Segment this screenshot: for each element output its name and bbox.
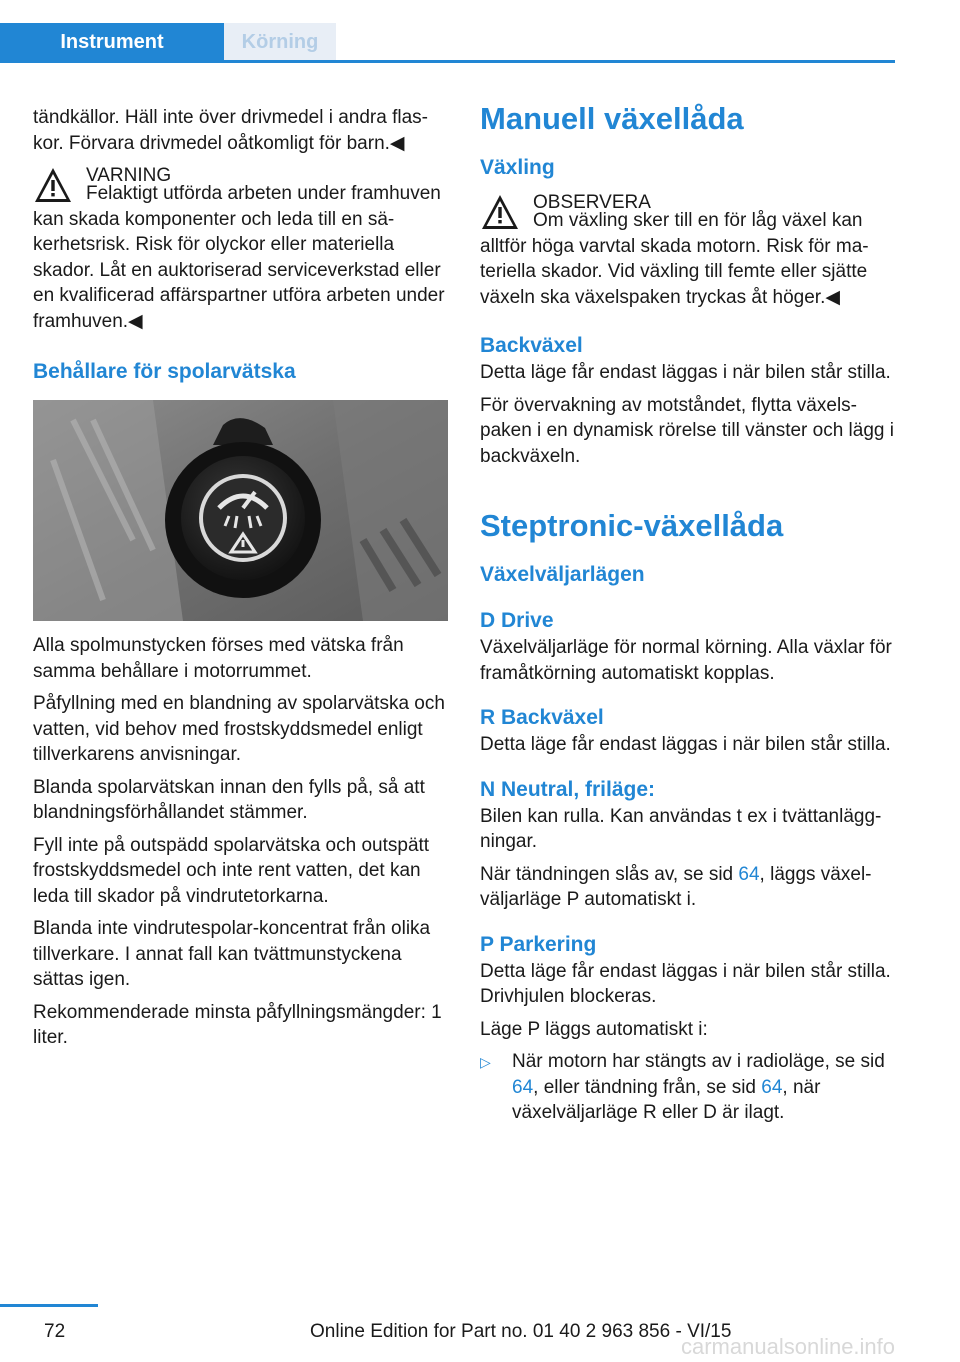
footer-rule: [0, 1304, 98, 1307]
p-parking-paragraph-2: Läge P läggs automatiskt i:: [480, 1018, 708, 1040]
notice-label: OBSERVERA: [533, 192, 651, 213]
warning-text: [33, 181, 448, 334]
watermark: carmanualsonline.info: [681, 1334, 896, 1359]
heading-d-drive: D Drive: [480, 609, 554, 632]
triangle-bullet-icon: ▷: [480, 1054, 491, 1070]
heading-selector-positions: Växelväljarlägen: [480, 563, 645, 586]
paragraph-6: Rekommenderade minsta påfyllningsmängder: 1 liter.: [33, 1001, 442, 1048]
edition-footer: Online Edition for Part no. 01 40 2 963 856 - VI/15: [310, 1321, 732, 1342]
left-column: [33, 105, 448, 1058]
heading-manual-gearbox: Manuell växellåda: [480, 101, 744, 136]
intro-paragraph: tändkällor. Häll inte över drivmedel i andra flaskor. Förvara drivmedel oåtkomligt för barn.◀: [33, 107, 428, 154]
page-link-64[interactable]: 64: [512, 1076, 534, 1098]
page-link-64[interactable]: 64: [738, 863, 760, 885]
right-column: [480, 100, 895, 1133]
bullet-text-a: När motorn har stängts av i radioläge, se sid: [512, 1051, 885, 1072]
notice-block: [480, 190, 895, 310]
warning-block: [33, 163, 448, 334]
n-text-a: När tändningen slås av, se sid: [480, 863, 739, 885]
notice-text: [480, 208, 895, 310]
washer-fluid-reservoir-cap-photo: [33, 400, 448, 621]
n-neutral-paragraph-2: [480, 862, 895, 913]
page-link-64[interactable]: 64: [761, 1076, 783, 1098]
heading-r-reverse: R Backväxel: [480, 706, 604, 729]
n-text-b: , läggs växelväljarläge P automatiskt i.: [480, 863, 872, 910]
heading-reverse: Backväxel: [480, 334, 583, 357]
bullet-text: [512, 1049, 895, 1126]
page-number: 72: [44, 1321, 66, 1342]
n-neutral-paragraph-1: Bilen kan rulla. Kan användas t ex i tvättanläggningar.: [480, 805, 882, 852]
paragraph-2: Påfyllning med en blandning av spolarvätska och vatten, vid behov med frostskyddsmedel enligt tillverkarens anvisningar.: [33, 693, 445, 765]
d-drive-paragraph: Växelväljarläge för normal körning. Alla växlar för framåtkörning automatiskt kopplas.: [480, 637, 892, 684]
notice-text-body: Om växling sker till en för låg växel kan alltför höga varvtal skada motorn. Risk för materiella skador. Vid växling till femte eller sjätte växeln ska växelspaken tryckas åt höger.◀: [480, 210, 869, 308]
warning-text-body: Felaktigt utförda arbeten under framhuven kan skada komponenter och leda till en säkerhetsrisk. Risk för olyckor eller materiella skador. Låt en auktoriserad serviceverkstad eller en kvalificerad affärspartner utföra arbeten under framhuven.◀: [33, 183, 445, 332]
paragraph-3: Blanda spolarvätskan innan den fylls på, så att blandningsförhållandet stämmer.: [33, 776, 425, 823]
header-tabs: [0, 23, 336, 61]
reverse-paragraph-1: Detta läge får endast läggas i när bilen står stilla.: [480, 362, 891, 383]
heading-shifting: Växling: [480, 156, 555, 179]
paragraph-5: Blanda inte vindrutespolar-koncentrat från olika tillverkare. I annat fall kan tvättmunstyckena sättas igen.: [33, 918, 431, 990]
r-reverse-paragraph: Detta läge får endast läggas i när bilen står stilla.: [480, 734, 891, 755]
bullet-text-c: , när växelväljarläge R eller D är ilagt.: [512, 1076, 821, 1123]
header-rule: [0, 60, 895, 63]
p-parking-paragraph-1: Detta läge får endast läggas i när bilen står stilla. Drivhjulen blockeras.: [480, 960, 891, 1007]
heading-washer-reservoir: Behållare för spolarvätska: [33, 360, 296, 383]
bullet-text-b: , eller tändning från, se sid: [533, 1076, 762, 1098]
tab-instrument[interactable]: Instrument: [0, 23, 224, 61]
paragraph-1: Alla spolmunstycken förses med vätska från samma behållare i motorrummet.: [33, 635, 404, 682]
warning-label: VARNING: [86, 165, 172, 186]
heading-p-parking: P Parkering: [480, 932, 597, 956]
heading-steptronic: Steptronic-växellåda: [480, 508, 784, 543]
reverse-paragraph-2: För övervakning av motståndet, flytta växelspaken i en dynamisk rörelse till vänster och lägg i backväxeln.: [480, 394, 894, 467]
heading-n-neutral: N Neutral, friläge:: [480, 777, 656, 801]
tab-korning[interactable]: Körning: [224, 23, 336, 61]
bullet-item: [480, 1049, 895, 1126]
paragraph-4: Fyll inte på outspädd spolarvätska och outspätt frostskyddsmedel och inte rent vatten, det kan leda till skador på vindrutetorkarna.: [33, 834, 430, 907]
